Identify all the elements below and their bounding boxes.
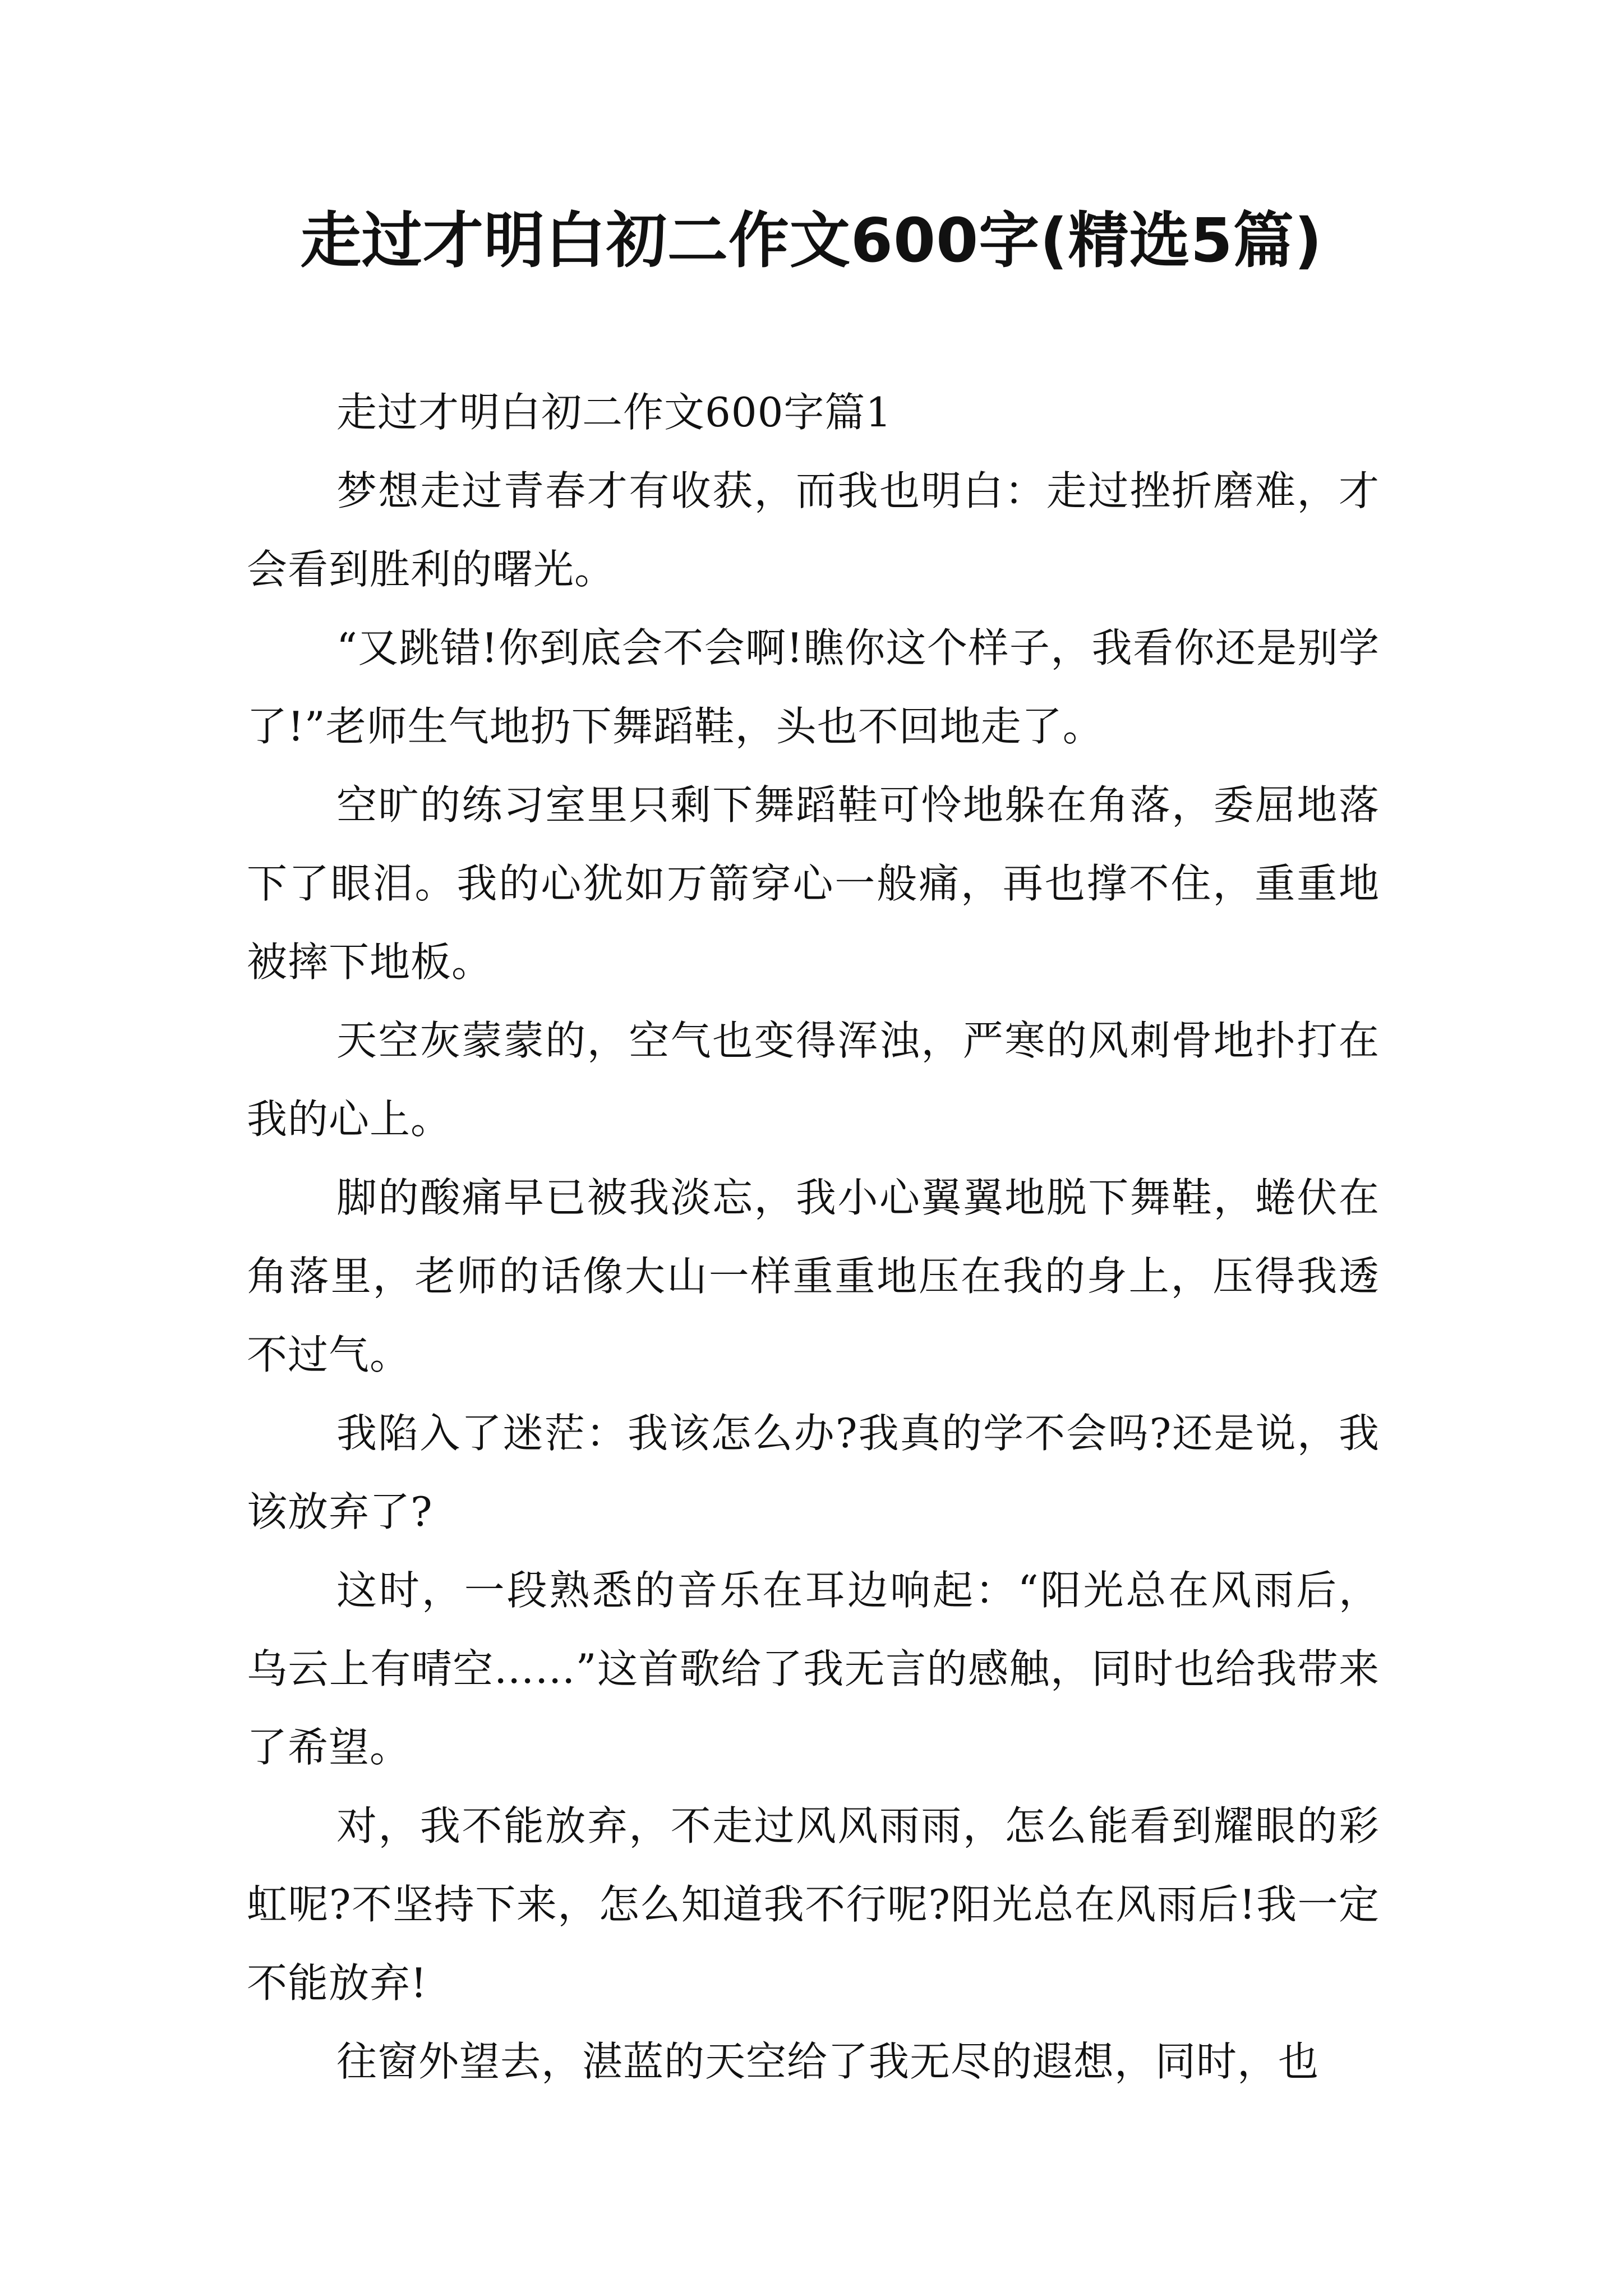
paragraph-3: 空旷的练习室里只剩下舞蹈鞋可怜地躲在角落，委屈地落下了眼泪。我的心犹如万箭穿心一般痛，再也撑不住，重重地被摔下地板。	[247, 781, 1380, 986]
paragraph-9: 往窗外望去，湛蓝的天空给了我无尽的遐想，同时，也	[336, 2038, 1320, 2085]
paragraph-7: 这时，一段熟悉的音乐在耳边响起：“阳光总在风雨后，乌云上有晴空……”这首歌给了我无言的感触，同时也给我带来了希望。	[247, 1567, 1380, 1771]
paragraph-2: “又跳错!你到底会不会啊!瞧你这个样子，我看你还是别学了!”老师生气地扔下舞蹈鞋，头也不回地走了。	[247, 624, 1380, 750]
section-heading: 走过才明白初二作文600字篇1	[336, 389, 892, 436]
paragraph-6: 我陷入了迷茫：我该怎么办?我真的学不会吗?还是说，我该放弃了?	[247, 1410, 1380, 1535]
paragraph-8: 对，我不能放弃，不走过风风雨雨，怎么能看到耀眼的彩虹呢?不坚持下来，怎么知道我不行呢?阳光总在风雨后!我一定不能放弃!	[247, 1802, 1380, 2007]
document-body	[247, 373, 1380, 2101]
paragraph-1: 梦想走过青春才有收获，而我也明白：走过挫折磨难，才会看到胜利的曙光。	[247, 467, 1380, 593]
paragraph-4: 天空灰蒙蒙的，空气也变得浑浊，严寒的风刺骨地扑打在我的心上。	[247, 1017, 1380, 1143]
paragraph-5: 脚的酸痛早已被我淡忘，我小心翼翼地脱下舞鞋，蜷伏在角落里，老师的话像大山一样重重地压在我的身上，压得我透不过气。	[247, 1174, 1380, 1378]
document-title: 走过才明白初二作文600字(精选5篇)	[300, 206, 1323, 276]
